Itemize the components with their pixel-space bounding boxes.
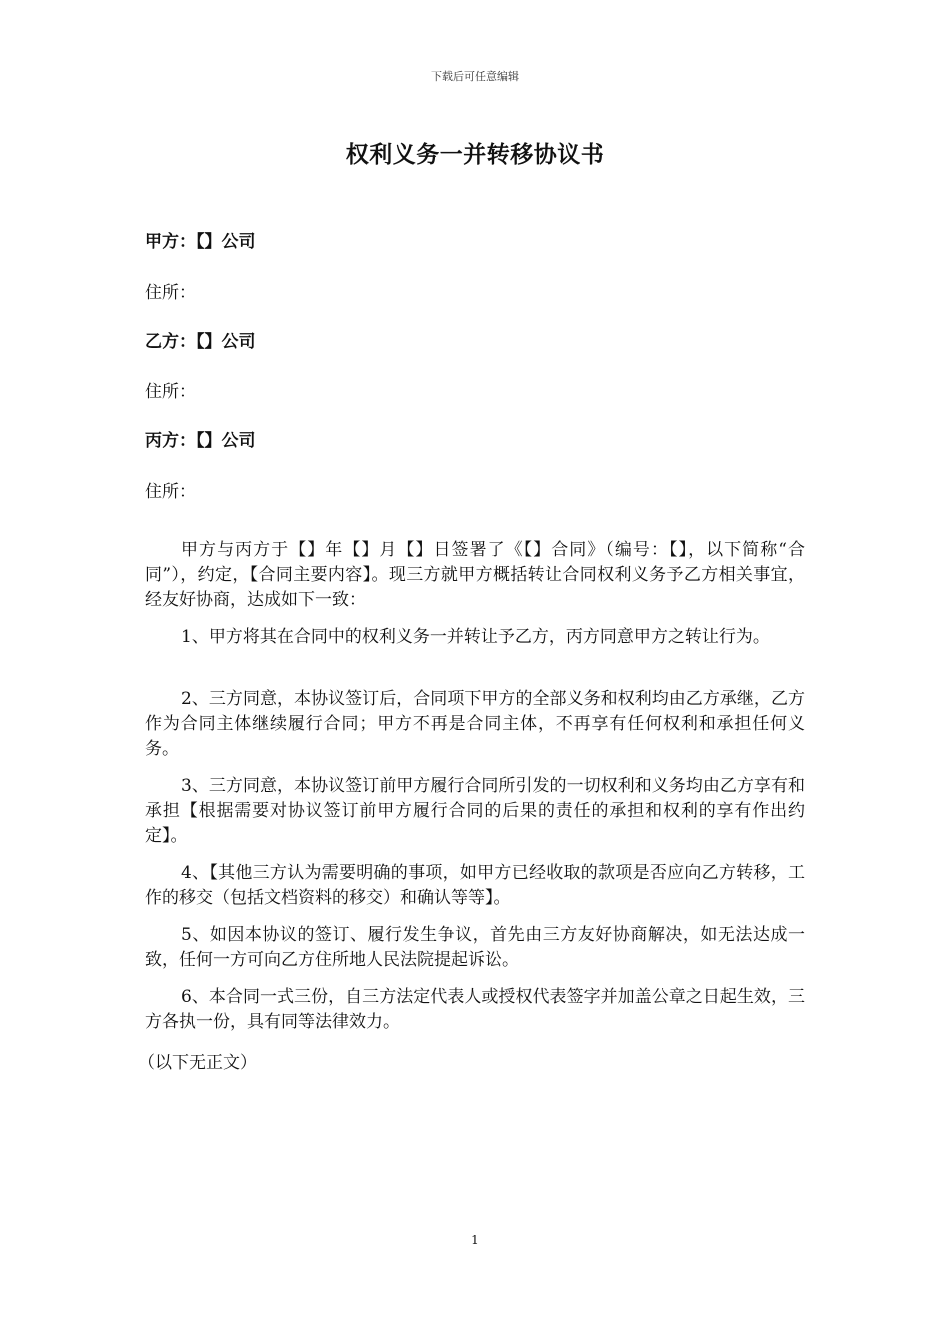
preamble-paragraph: 甲方与丙方于【】年【】月【】日签署了《【】合同》（编号：【】，以下简称“合同”），约定，【合同主要内容】。现三方就甲方概括转让合同权利义务予乙方相关事宜，经友好协商，达成如下一致： xyxy=(145,540,805,610)
closing-note: （以下无正文） xyxy=(138,1053,257,1073)
clause-1-block xyxy=(145,625,805,650)
party-a-label: 甲方：【】公司 xyxy=(145,232,256,252)
clause-3-block xyxy=(145,774,805,849)
header-note: 下载后可任意编辑 xyxy=(431,70,519,83)
party-b-label: 乙方：【】公司 xyxy=(145,332,256,352)
clause-paragraph: 1、甲方将其在合同中的权利义务一并转让予乙方，丙方同意甲方之转让行为。 xyxy=(181,627,770,647)
page-number: 1 xyxy=(471,1233,479,1247)
clause-4-block xyxy=(145,861,805,911)
document-title: 权利义务一并转移协议书 xyxy=(345,142,605,168)
clause-paragraph: 3、三方同意，本协议签订前甲方履行合同所引发的一切权利和义务均由乙方享有和承担【根据需要对协议签订前甲方履行合同的后果的责任的承担和权利的享有作出约定】。 xyxy=(145,776,805,846)
party-b-address: 住所： xyxy=(145,382,196,402)
party-c-address: 住所： xyxy=(145,482,196,502)
clause-paragraph: 6、本合同一式三份，自三方法定代表人或授权代表签字并加盖公章之日起生效，三方各执一份，具有同等法律效力。 xyxy=(145,987,805,1032)
clause-6-block xyxy=(145,985,805,1035)
clause-paragraph: 5、如因本协议的签订、履行发生争议，首先由三方友好协商解决，如无法达成一致，任何一方可向乙方住所地人民法院提起诉讼。 xyxy=(145,925,805,970)
party-c-label: 丙方：【】公司 xyxy=(145,431,256,451)
party-a-address: 住所： xyxy=(145,283,196,303)
preamble-block xyxy=(145,538,805,613)
clause-5-block xyxy=(145,923,805,973)
clause-2-block xyxy=(145,687,805,762)
clause-paragraph: 2、三方同意，本协议签订后，合同项下甲方的全部义务和权利均由乙方承继，乙方作为合同主体继续履行合同；甲方不再是合同主体，不再享有任何权利和承担任何义务。 xyxy=(145,689,805,759)
clause-paragraph: 4、【其他三方认为需要明确的事项，如甲方已经收取的款项是否应向乙方转移，工作的移交（包括文档资料的移交）和确认等等】。 xyxy=(145,863,805,908)
